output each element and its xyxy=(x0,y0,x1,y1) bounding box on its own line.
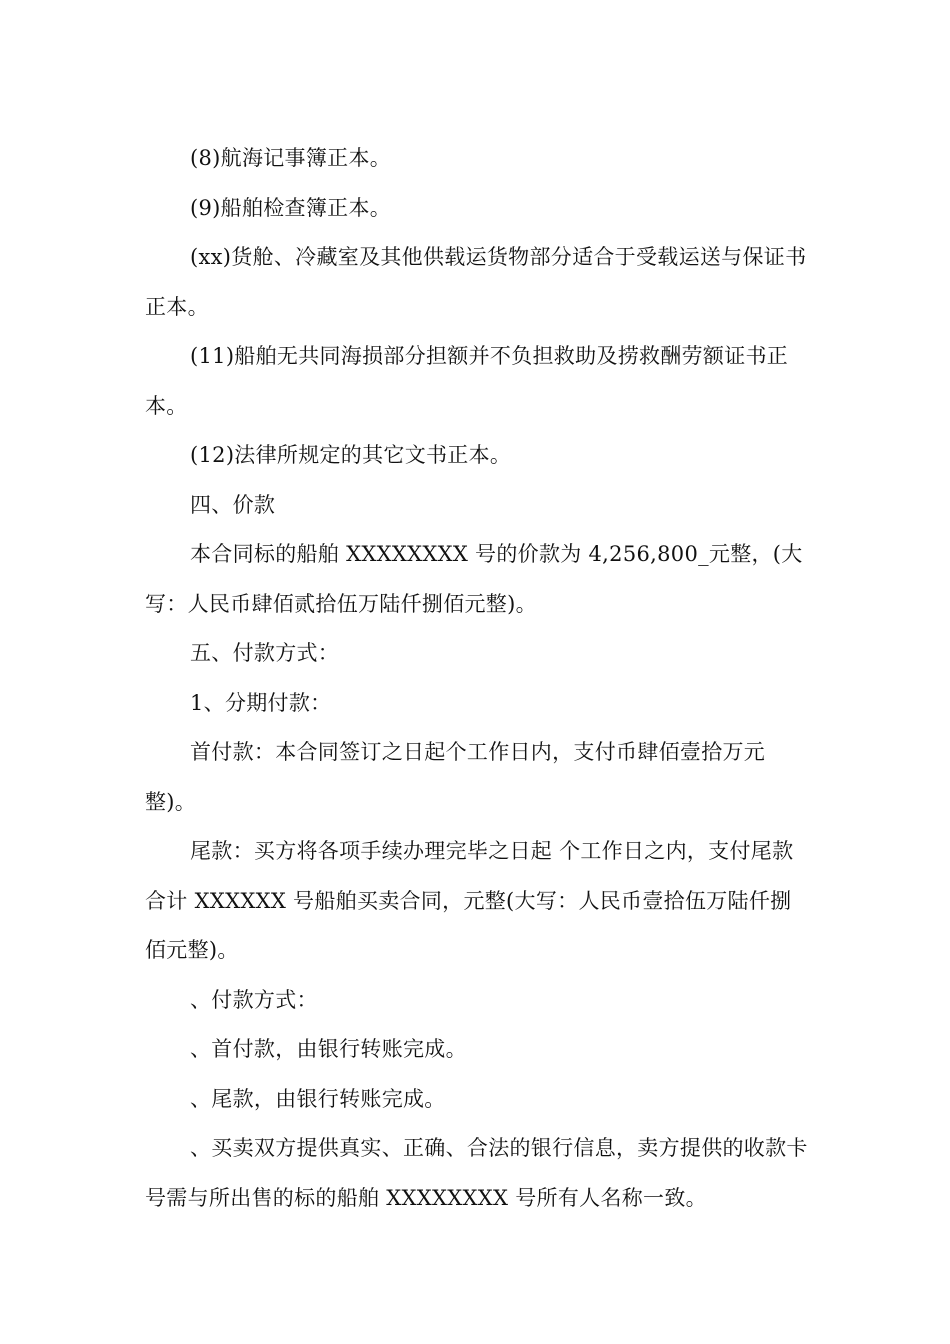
paragraph-down-payment: 首付款：本合同签订之日起个工作日内，支付币肆佰壹拾万元整)。 xyxy=(145,740,766,814)
section-heading-price: 四、价款 xyxy=(190,492,276,517)
paragraph-bank-info: 、买卖双方提供真实、正确、合法的银行信息，卖方提供的收款卡号需与所出售的标的船舶 XXXXXXXX 号所有人名称一致。 xyxy=(145,1136,808,1210)
subheading-payment-method: 、付款方式： xyxy=(190,987,318,1012)
paragraph-down-payment-transfer: 、首付款，由银行转账完成。 xyxy=(190,1037,467,1061)
paragraph-item-11: (11)船舶无共同海损部分担额并不负担救助及捞救酬劳额证书正本。 xyxy=(145,344,789,418)
paragraph-item-9: (9)船舶检查簿正本。 xyxy=(190,195,392,220)
paragraph-item-12: (12)法律所规定的其它文书正本。 xyxy=(190,443,512,467)
paragraph-item-xx: (xx)货舱、冷藏室及其他供载运货物部分适合于受载运送与保证书正本。 xyxy=(145,245,807,319)
paragraph-price: 本合同标的船舶 XXXXXXXX 号的价款为 4,256,800_元整，(大写：人民币肆佰贰拾伍万陆仟捌佰元整)。 xyxy=(145,542,803,616)
paragraph-final-payment-transfer: 、尾款，由银行转账完成。 xyxy=(190,1086,446,1111)
document-body xyxy=(145,134,810,1223)
paragraph-item-8: (8)航海记事簿正本。 xyxy=(190,146,392,170)
section-heading-payment: 五、付款方式： xyxy=(190,641,340,665)
paragraph-final-payment: 尾款：买方将各项手续办理完毕之日起 个工作日之内，支付尾款合计 XXXXXX 号船舶买卖合同，元整(大写：人民币壹拾伍万陆仟捌佰元整)。 xyxy=(145,839,794,962)
subheading-installment: 1、分期付款： xyxy=(190,690,332,715)
